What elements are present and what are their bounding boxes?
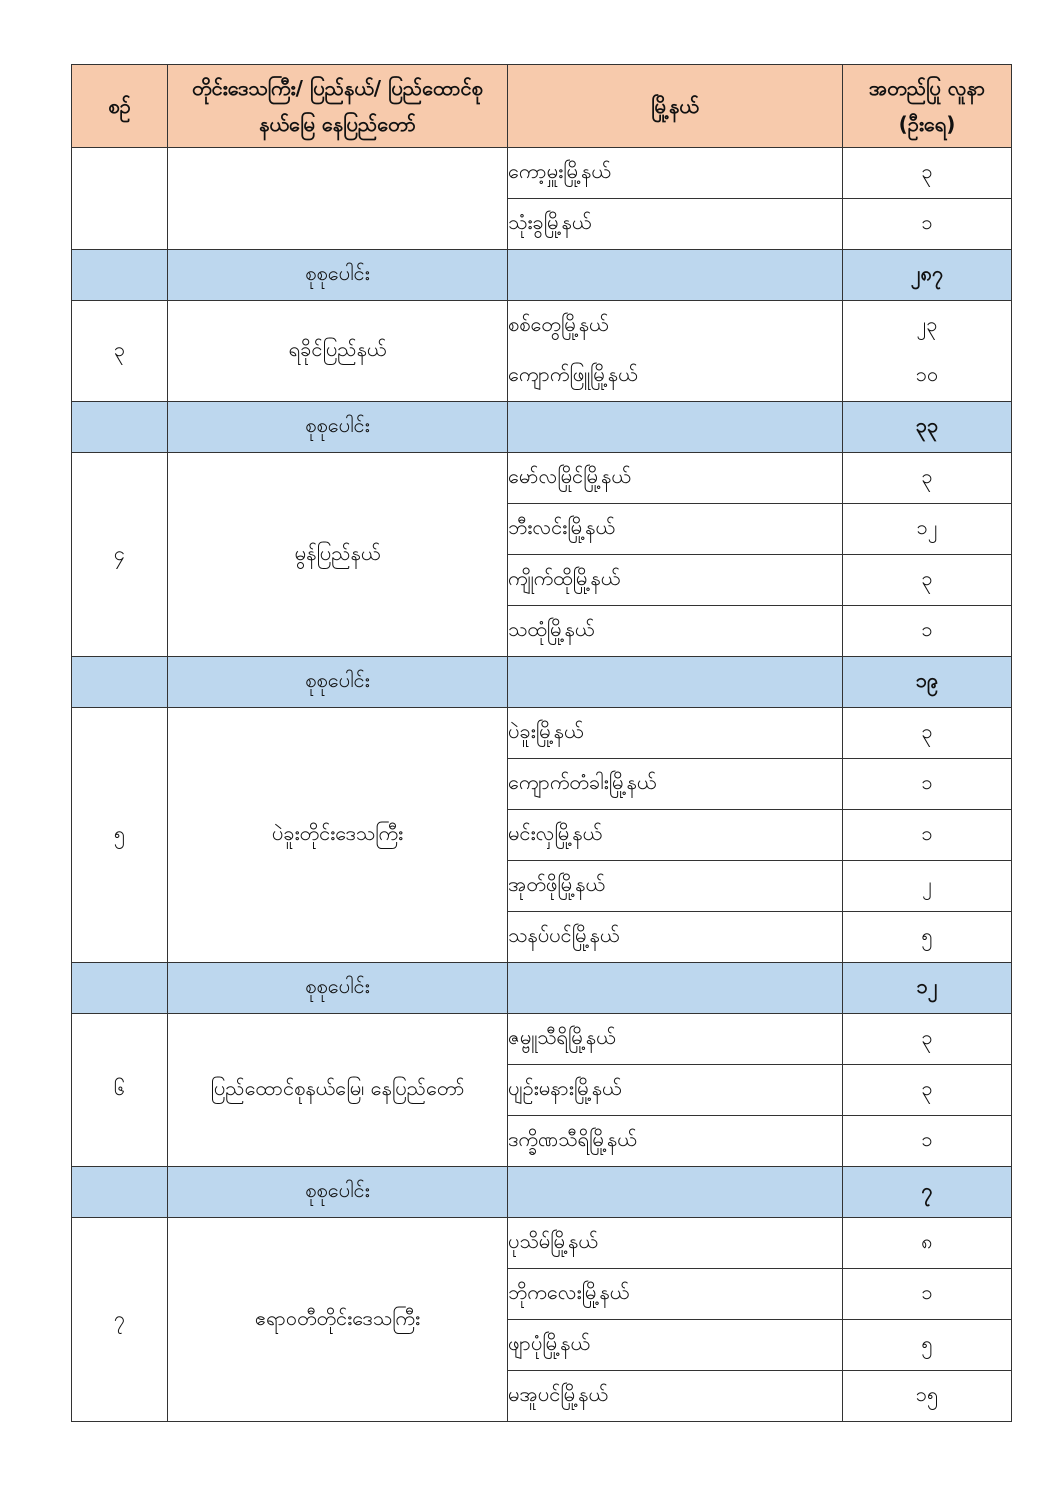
case-count: ၁၂ [843,504,1012,555]
total-empty-cell [72,1167,168,1218]
case-count: ၃ [843,708,1012,759]
total-count: ၁၂ [843,963,1012,1014]
header-region: တိုင်းဒေသကြီး/ ပြည်နယ်/ ပြည်ထောင်စုနယ်မြေ နေပြည်တော် [168,65,508,148]
case-count: ၁ [843,759,1012,810]
township-name: သထုံမြို့နယ် [508,606,843,657]
case-count: ၁ [843,1269,1012,1320]
total-empty-cell [72,657,168,708]
table-body [72,148,1012,1422]
case-count: ၃ [843,453,1012,504]
total-empty-cell [508,1167,843,1218]
region-name: မွန်ပြည်နယ် [168,453,508,657]
header-count: အတည်ပြု လူနာ (ဦးရေ) [843,65,1012,148]
case-count: ၅ [843,1320,1012,1371]
total-empty-cell [72,250,168,301]
case-count: ၁၀ [843,351,1012,402]
header-township: မြို့နယ် [508,65,843,148]
header-row [72,65,1012,148]
township-name: ကော့မှူးမြို့နယ် [508,148,843,199]
region-name: ဧရာဝတီတိုင်းဒေသကြီး [168,1218,508,1422]
case-count: ၅ [843,912,1012,963]
table-row [72,1218,1012,1269]
row-number: ၃ [72,301,168,402]
total-row [72,963,1012,1014]
case-count: ၃ [843,1065,1012,1116]
row-number: ၄ [72,453,168,657]
total-empty-cell [72,402,168,453]
case-count: ၃ [843,148,1012,199]
total-label: စုစုပေါင်း [168,963,508,1014]
township-name: ကျောက်တံခါးမြို့နယ် [508,759,843,810]
table-row [72,1014,1012,1065]
total-empty-cell [508,402,843,453]
total-row [72,250,1012,301]
total-label: စုစုပေါင်း [168,402,508,453]
region-name: ပဲခူးတိုင်းဒေသကြီး [168,708,508,963]
township-name: မော်လမြိုင်မြို့နယ် [508,453,843,504]
total-row [72,402,1012,453]
case-count: ၁ [843,199,1012,250]
covid-cases-table [71,64,1012,1422]
total-label: စုစုပေါင်း [168,1167,508,1218]
township-name: ကျိုက်ထိုမြို့နယ် [508,555,843,606]
case-count: ၃ [843,555,1012,606]
township-name: ဒက္ခိဏသီရိမြို့နယ် [508,1116,843,1167]
case-count: ၂၃ [843,301,1012,352]
row-number [72,148,168,250]
table-row [72,148,1012,199]
township-name: သနပ်ပင်မြို့နယ် [508,912,843,963]
case-count: ၃ [843,1014,1012,1065]
township-name: မအူပင်မြို့နယ် [508,1371,843,1422]
township-name: ကျောက်ဖြူမြို့နယ် [508,351,843,402]
township-name: စစ်တွေမြို့နယ် [508,301,843,352]
table-row [72,301,1012,352]
township-name: ပဲခူးမြို့နယ် [508,708,843,759]
region-name: ရခိုင်ပြည်နယ် [168,301,508,402]
total-empty-cell [508,250,843,301]
township-name: ဘီးလင်းမြို့နယ် [508,504,843,555]
row-number: ၅ [72,708,168,963]
row-number: ၇ [72,1218,168,1422]
township-name: ဇမ္ဗူသီရိမြို့နယ် [508,1014,843,1065]
total-empty-cell [508,657,843,708]
total-label: စုစုပေါင်း [168,657,508,708]
total-count: ၂၈၇ [843,250,1012,301]
total-count: ၇ [843,1167,1012,1218]
region-name [168,148,508,250]
case-count: ၂ [843,861,1012,912]
case-count: ၁၅ [843,1371,1012,1422]
township-name: မင်းလှမြို့နယ် [508,810,843,861]
table-row [72,453,1012,504]
total-label: စုစုပေါင်း [168,250,508,301]
case-count: ၁ [843,810,1012,861]
header-no: စဉ် [72,65,168,148]
total-row [72,657,1012,708]
township-name: ဖျာပုံမြို့နယ် [508,1320,843,1371]
table-row [72,708,1012,759]
total-empty-cell [508,963,843,1014]
township-name: ပုသိမ်မြို့နယ် [508,1218,843,1269]
township-name: ဘိုကလေးမြို့နယ် [508,1269,843,1320]
case-count: ၁ [843,606,1012,657]
total-count: ၃၃ [843,402,1012,453]
total-row [72,1167,1012,1218]
region-name: ပြည်ထောင်စုနယ်မြေ၊ နေပြည်တော် [168,1014,508,1167]
township-name: အုတ်ဖိုမြို့နယ် [508,861,843,912]
row-number: ၆ [72,1014,168,1167]
total-empty-cell [72,963,168,1014]
total-count: ၁၉ [843,657,1012,708]
case-count: ၁ [843,1116,1012,1167]
township-name: သုံးခွမြို့နယ် [508,199,843,250]
case-count: ၈ [843,1218,1012,1269]
township-name: ပျဉ်းမနားမြို့နယ် [508,1065,843,1116]
